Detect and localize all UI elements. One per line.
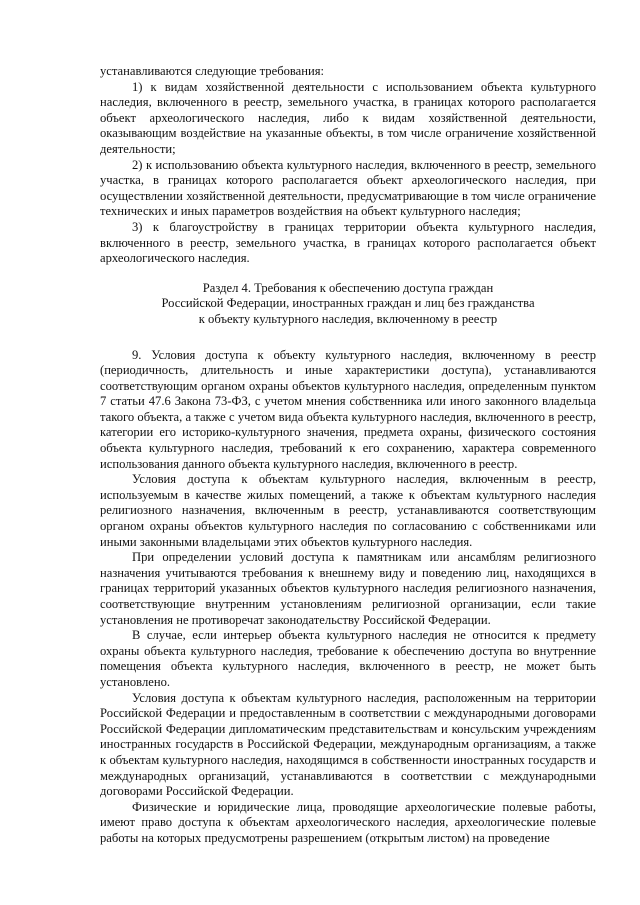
intro-line: устанавливаются следующие требования:	[100, 64, 325, 78]
paragraph-archaeological-works: Физические и юридические лица, проводящие археологические полевые работы, имеют право доступа к объектам археологического наследия, археологические полевые работы на которых предусмотрены разрешением (открытым листом) на проведение	[100, 799, 596, 845]
paragraph-residential-religious: Условия доступа к объектам культурного наследия, включенным в реестр, используемым в качестве жилых помещений, а также к объектам культурного наследия религиозного назначения, включенным в реестр, устанавливаются соответствующим органом охраны объектов культурного наследия по согласованию с собственниками или иными законными владельцами этих объектов культурного наследия.	[100, 472, 596, 549]
section-heading-line-1: Раздел 4. Требования к обеспечению доступа граждан	[202, 280, 494, 295]
section-heading	[100, 281, 596, 328]
section-heading-line-3: к объекту культурного наследия, включенному в реестр	[198, 311, 498, 326]
paragraph-interior: В случае, если интерьер объекта культурного наследия не относится к предмету охраны объекта культурного наследия, требование к обеспечению доступа во внутренние помещения объекта культурного наследия, включенного в реестр, не может быть установлено.	[100, 628, 596, 689]
paragraph-9: 9. Условия доступа к объекту культурного наследия, включенному в реестр (периодичность, длительность и иные характеристики доступа), устанавливаются соответствующим органом охраны объектов культурного наследия, определенным пунктом 7 статьи 47.6 Закона 73-ФЗ, с учетом мнения собственника или иного законного владельца такого объекта, а также с учетом вида объекта культурного наследия, включенного в реестр, категории его историко-культурного значения, предмета охраны, физического состояния объекта культурного наследия, требований к его сохранению, характера современного использования данного объекта культурного наследия, включенного в реестр.	[100, 347, 596, 471]
requirement-3: 3) к благоустройству в границах территории объекта культурного наследия, включенного в реестр, земельного участка, в границах которого располагается объект археологического наследия.	[100, 219, 596, 266]
section-heading-line-2: Российской Федерации, иностранных граждан и лиц без гражданства	[161, 296, 535, 311]
requirement-1: 1) к видам хозяйственной деятельности с использованием объекта культурного наследия, включенного в реестр, земельного участка, в границах которого располагается объект археологического наследия, либо к видам хозяйственной деятельности, оказывающим воздействие на указанные объекты, в том числе ограничение хозяйственной деятельности;	[100, 79, 596, 156]
paragraph-international: Условия доступа к объектам культурного наследия, расположенным на территории Российской Федерации и предоставленным в соответствии с международными договорами Российской Федерации дипломатическим представительствам и консульским учреждениям иностранных государств в Российской Федерации, международным организациям, а также к объектам культурного наследия, находящимся в собственности иностранных государств и международных организаций, устанавливаются в соответствии с международными договорами Российской Федерации.	[100, 690, 596, 799]
requirement-2: 2) к использованию объекта культурного наследия, включенного в реестр, земельного участка, в границах которого располагается объект археологического наследия, при осуществлении хозяйственной деятельности, предусматривающие в том числе ограничение технических и иных параметров воздействия на объект культурного наследия;	[100, 157, 596, 219]
paragraph-religious-requirements: При определении условий доступа к памятникам или ансамблям религиозного назначения учитываются требования к внешнему виду и поведению лиц, находящихся в границах территорий указанных объектов культурного наследия религиозного назначения, соответствующие внутренним установлениям религиозной организации, если такие установления не противоречат законодательству Российской Федерации.	[100, 550, 596, 627]
